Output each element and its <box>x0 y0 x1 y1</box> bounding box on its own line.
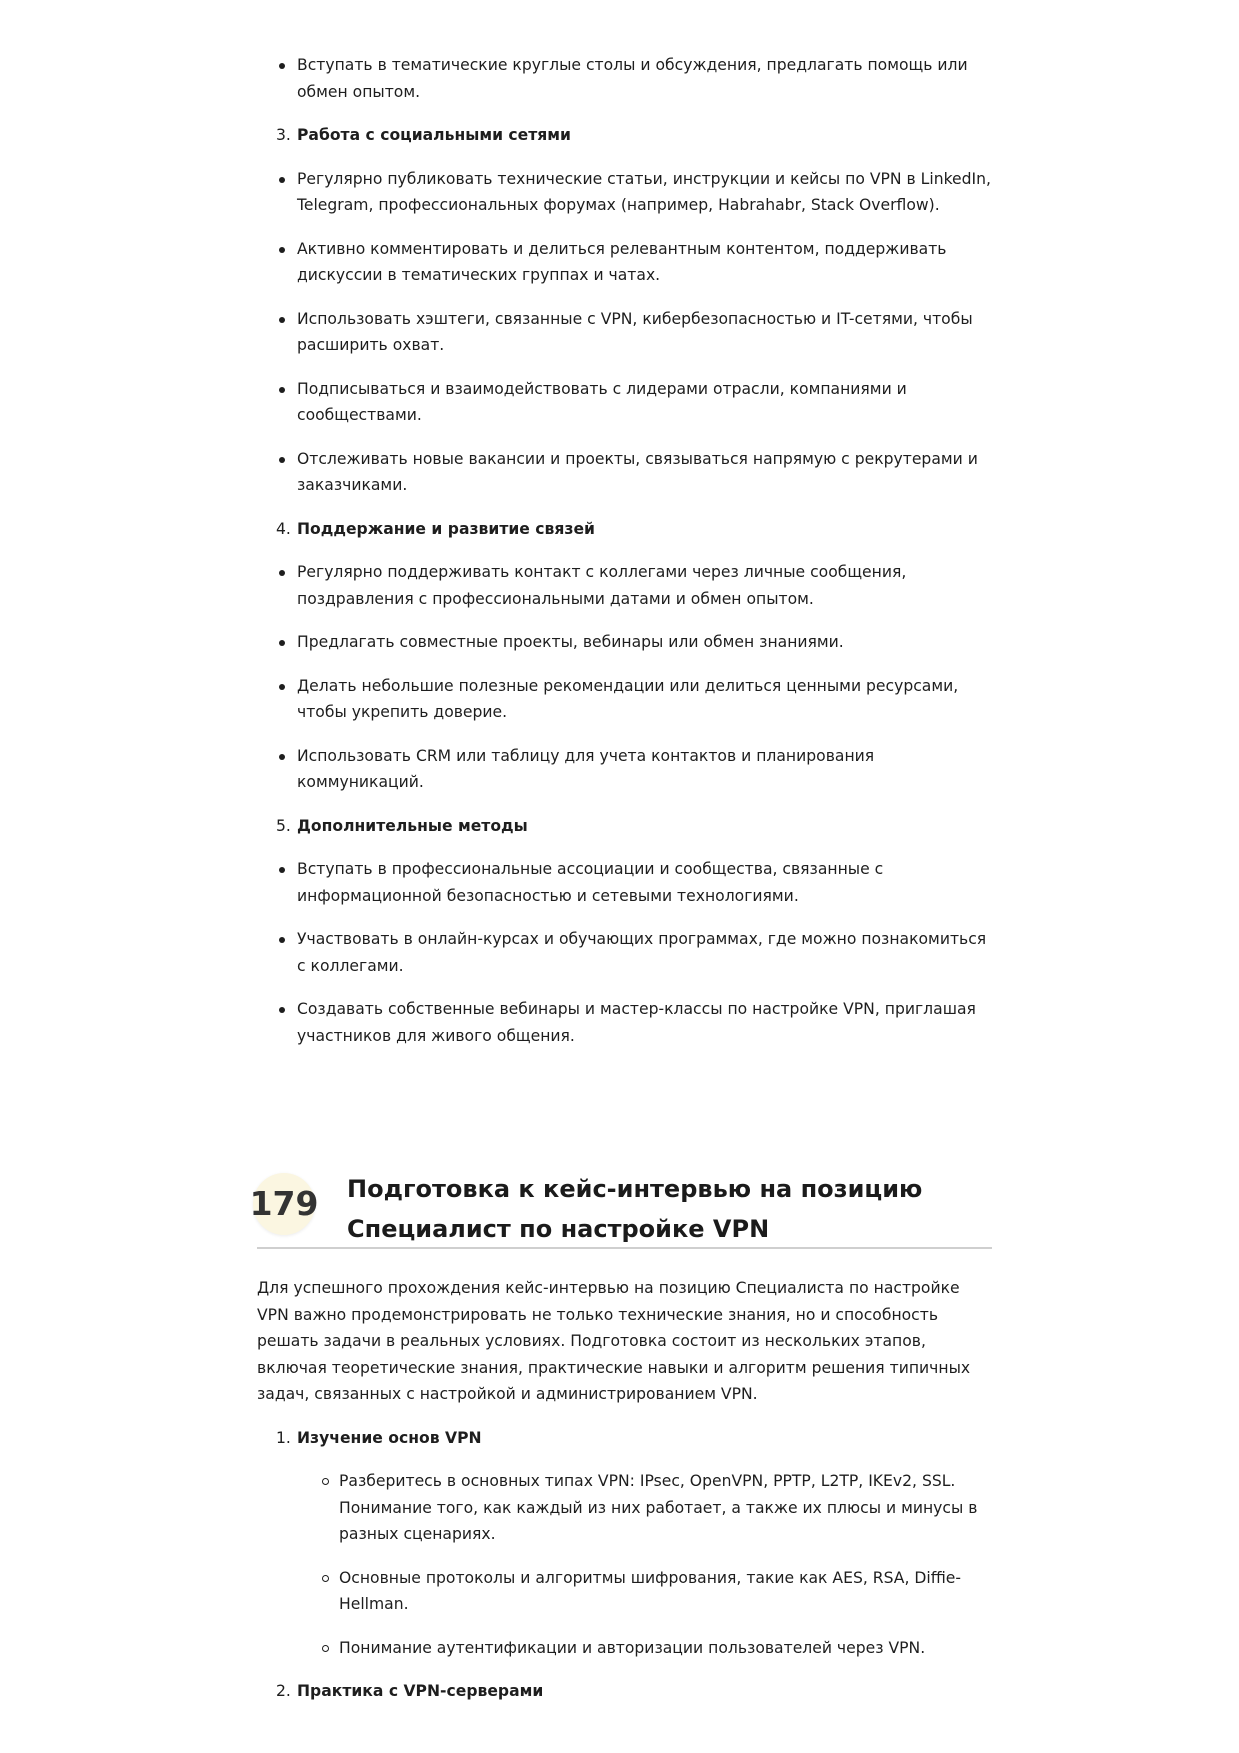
list-number: 1. <box>276 1428 291 1447</box>
heading-text: Дополнительные методы <box>297 816 528 835</box>
list-item: Отслеживать новые вакансии и проекты, связываться напрямую с рекрутерами и заказчиками. <box>297 446 992 499</box>
list-item: Понимание аутентификации и авторизации пользователей через VPN. <box>339 1635 992 1662</box>
bullet-list-additional <box>257 856 992 1049</box>
numbered-heading-5 <box>257 813 992 840</box>
section-179 <box>249 1161 992 1705</box>
bullet-list-connections <box>257 559 992 796</box>
list-number: 5. <box>276 816 291 835</box>
list-item: Регулярно публиковать технические статьи, инструкции и кейсы по VPN в LinkedIn, Telegram, профессиональных форумах (например, Habrahabr, Stack Overflow). <box>297 166 992 219</box>
bullet-list-continued <box>257 52 992 105</box>
section-title-line-1: Подготовка к кейс-интервью на позицию <box>347 1175 923 1203</box>
bullet-list-social <box>257 166 992 499</box>
heading-text: Изучение основ VPN <box>297 1428 482 1447</box>
list-item: Регулярно поддерживать контакт с коллегами через личные сообщения, поздравления с профессиональными датами и обмен опытом. <box>297 559 992 612</box>
numbered-heading-2 <box>257 1678 992 1705</box>
numbered-heading-1 <box>257 1425 992 1452</box>
heading-text: Практика с VPN-серверами <box>297 1682 544 1700</box>
list-item: Предлагать совместные проекты, вебинары или обмен знаниями. <box>297 629 992 656</box>
list-item: Использовать хэштеги, связанные с VPN, кибербезопасностью и IT-сетями, чтобы расширить охват. <box>297 306 992 359</box>
numbered-heading-4 <box>257 516 992 543</box>
numbered-heading-3 <box>257 122 992 149</box>
section-header <box>249 1161 992 1249</box>
list-item: Участвовать в онлайн-курсах и обучающих программах, где можно познакомиться с коллегами. <box>297 926 992 979</box>
section-intro-paragraph: Для успешного прохождения кейс-интервью на позицию Специалиста по настройке VPN важно продемонстрировать не только технические знания, но и способность решать задачи в реальных условиях. Подготовка состоит из нескольких этапов, включая теоретические знания, практические навыки и алгоритм решения типичных задач, связанных с настройкой и администрированием VPN. <box>257 1279 971 1403</box>
sub-bullet-list-basics <box>257 1468 992 1661</box>
list-item: Активно комментировать и делиться релевантным контентом, поддерживать дискуссии в тематических группах и чатах. <box>297 236 992 289</box>
list-number: 3. <box>276 126 291 144</box>
heading-text: Работа с социальными сетями <box>297 126 571 144</box>
heading-text: Поддержание и развитие связей <box>297 519 595 538</box>
list-item: Делать небольшие полезные рекомендации или делиться ценными ресурсами, чтобы укрепить доверие. <box>297 673 992 726</box>
list-item: Основные протоколы и алгоритмы шифрования, такие как AES, RSA, Diffie-Hellman. <box>339 1565 992 1618</box>
list-item: Вступать в тематические круглые столы и обсуждения, предлагать помощь или обмен опытом. <box>297 52 992 105</box>
list-item: Создавать собственные вебинары и мастер-классы по настройке VPN, приглашая участников для живого общения. <box>297 996 992 1049</box>
document-page <box>249 52 992 1722</box>
section-title-line-2: Специалист по настройке VPN <box>347 1215 770 1243</box>
list-item: Разберитесь в основных типах VPN: IPsec, OpenVPN, PPTP, L2TP, IKEv2, SSL. Понимание того, как каждый из них работает, а также их плюсы и минусы в разных сценариях. <box>339 1468 992 1548</box>
list-item: Использовать CRM или таблицу для учета контактов и планирования коммуникаций. <box>297 743 992 796</box>
list-item: Вступать в профессиональные ассоциации и сообщества, связанные с информационной безопасностью и сетевыми технологиями. <box>297 856 992 909</box>
list-number: 4. <box>276 519 291 538</box>
list-number: 2. <box>276 1682 291 1700</box>
section-number-badge: 179 <box>253 1173 315 1235</box>
list-item: Подписываться и взаимодействовать с лидерами отрасли, компаниями и сообществами. <box>297 376 992 429</box>
